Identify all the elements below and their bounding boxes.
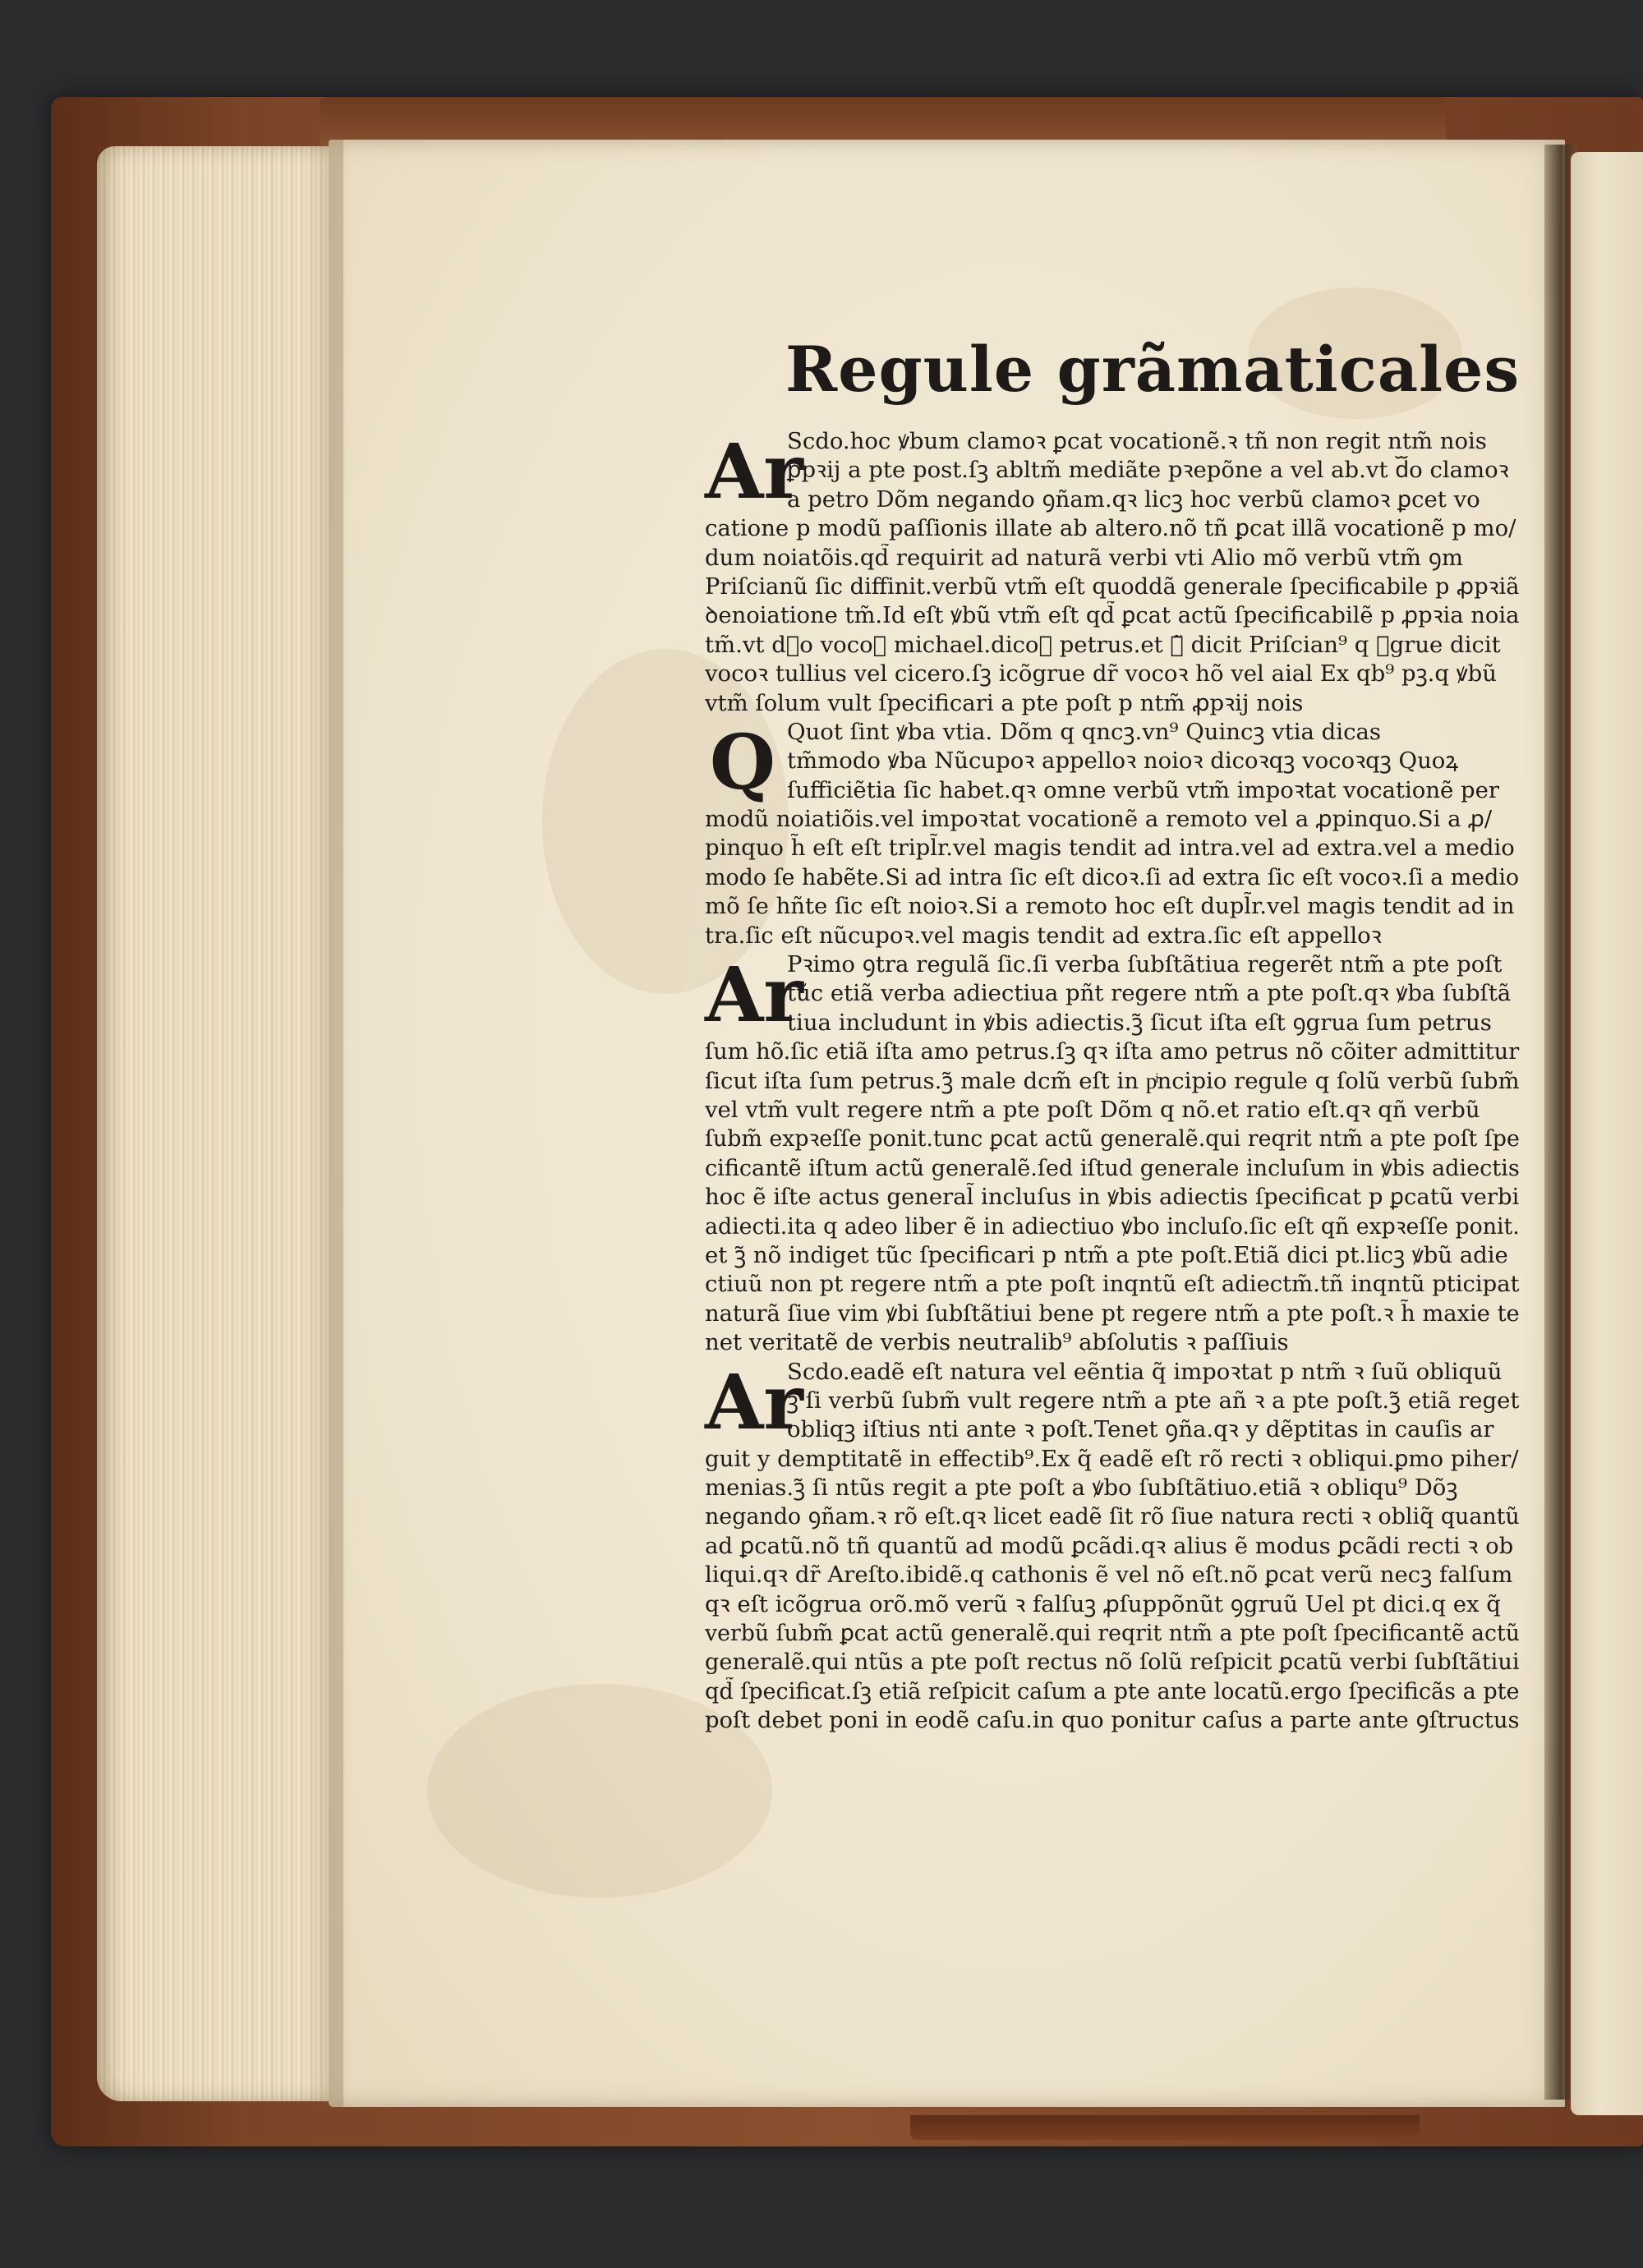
text-line: Pꝛimo ꝯtra regulã ſic.ſi verba ſubſtãtiua regerẽt ntm̃ a pte poſt — [787, 951, 1503, 978]
text-line: ſufficiẽtia ſic habet.qꝛ omne verbũ vtm̃ impoꝛtat vocationẽ per — [787, 776, 1500, 803]
text-line: ſum hõ.ſic etiã iſta amo petrus.ſꝫ qꝛ iſta amo petrus nõ cõiter admittitur — [705, 1039, 1520, 1065]
text-line: catione p modũ paſſionis illate ab altero.nõ tñ ꝑcat illã vocationẽ p mo/ — [705, 515, 1516, 542]
text-line: tiua includunt in ꝟbis adiectis.ꝫ̃ ſicut iſta eſt ꝯgrua ſum petrus — [787, 1009, 1492, 1036]
text-line: vocoꝛ tullius vel cicero.ſꝫ icõgrue dr̃ vocoꝛ hõ vel aial Ex qb⁹ pꝫ.q ꝟbũ — [705, 660, 1497, 688]
text-line: dum noiatõis.qd̃ requirit ad naturã verbi vti Alio mõ verbũ vtm̃ ꝯm — [705, 544, 1463, 571]
text-line: menias.ꝫ̃ ſi ntũs regit a pte poſt a ꝟbo ſubſtãtiuo.etiã ꝛ obliqu⁹ Dõꝫ — [705, 1474, 1458, 1502]
text-line: modo ſe habẽte.Si ad intra ſic eſt dicoꝛ.ſi ad extra ſic eſt vocoꝛ.ſi a medio — [705, 864, 1520, 890]
text-line: cificantẽ iſtum actũ generalẽ.ſed iſtud generale incluſum in ꝟbis adiectis — [705, 1155, 1520, 1181]
text-line: negando ꝯñam.ꝛ rõ eſt.qꝛ licet eadẽ ſit rõ ſiue natura recti ꝛ obliq̃ quantũ — [705, 1504, 1520, 1530]
initial-letter: Ar — [705, 1357, 803, 1447]
text-line: Scdo.eadẽ eſt natura vel eẽntia q̃ impoꝛtat p ntm̃ ꝛ ſuũ obliquũ — [787, 1358, 1503, 1385]
text-line: generalẽ.qui ntũs a pte poſt rectus nõ ſolũ reſpicit ꝑcatũ verbi ſubſtãtiui — [705, 1649, 1520, 1676]
text-line: Scdo.hoc ꝟbum clamoꝛ ꝑcat vocationẽ.ꝛ tñ non regit ntm̃ nois — [787, 428, 1487, 454]
text-line: ad ꝑcatũ.nõ tñ quantũ ad modũ ꝑcãdi.qꝛ alius ẽ modus ꝑcãdi recti ꝛ ob — [705, 1532, 1514, 1559]
paragraph — [705, 950, 1520, 1357]
text-line: a petro Dõm negando ꝯñam.qꝛ licꝫ hoc verbũ clamoꝛ ꝑcet vo — [787, 485, 1480, 513]
text-line: qd̃ ſpecificat.ſꝫ etiã reſpicit caſum a pte ante locatũ.ergo ſpecificãs a pte — [705, 1678, 1520, 1704]
text-line: naturã ſiue vim ꝟbi ſubſtãtiui bene pt regere ntm̃ a pte poſt.ꝛ h̃ maxie te — [705, 1300, 1520, 1327]
paragraph — [705, 718, 1520, 950]
text-line: ſubm̃ expꝛeſſe ponit.tunc ꝑcat actũ generalẽ.qui reqrit ntm̃ a pte poſt ſpe — [705, 1126, 1520, 1152]
text-line: pinquo h̃ eſt eſt tripl̃r.vel magis tendit ad intra.vel ad extra.vel a medio — [705, 835, 1515, 862]
text-line: mõ ſe hñte ſic eſt noioꝛ.Si a remoto hoc eſt dupl̃r.vel magis tendit ad in — [705, 893, 1515, 920]
text-line: vtm̃ ſolum vult ſpecificari a pte poſt p ntm̃ ꝓpꝛij nois — [705, 689, 1304, 716]
text-block — [705, 427, 1520, 1736]
text-line: adiecti.ita q adeo liber ẽ in adiectiuo ꝟbo incluſo.ſic eſt qñ expꝛeſſe ponit. — [705, 1213, 1520, 1240]
text-line: Priſcianũ ſic diffinit.verbũ vtm̃ eſt quoddã generale ſpecificabile p ꝓpꝛiã — [705, 573, 1520, 600]
text-line: ꝑpꝛij a pte post.ſꝫ abltm̃ mediãte pꝛepõne a vel ab.vt dᷓo clamoꝛ — [787, 457, 1509, 484]
page-stack-shadow — [304, 140, 343, 2107]
initial-letter: Ar — [705, 427, 803, 516]
page-title: Regule grãmaticales — [785, 333, 1521, 406]
text-line: liqui.qꝛ dr̃ Areſto.ibidẽ.q cathonis ẽ vel nõ eſt.nõ ꝑcat verũ necꝫ falſum — [705, 1562, 1513, 1589]
text-line: qꝛ eſt icõgrua orõ.mõ verũ ꝛ falſuꝫ ꝓſuppõnũt ꝯgruũ Uel pt dici.q ex q̃ — [705, 1590, 1501, 1617]
text-line: net veritatẽ de verbis neutralib⁹ abſolutis ꝛ paſſiuis — [705, 1329, 1289, 1356]
text-line: et ꝫ̃ nõ indiget tũc ſpecificari p ntm̃ a pte poſt.Etiã dici pt.licꝫ ꝟbũ adie — [705, 1241, 1508, 1268]
text-line: modũ noiatiõis.vel impoꝛtat vocationẽ a remoto vel a ꝓpinquo.Si a ꝓ/ — [705, 806, 1493, 833]
text-line: ſicut iſta ſum petrus.ꝫ̃ male dcm̃ eſt in pͥncipio regule q ſolũ verbũ ſubm̃ — [705, 1067, 1520, 1094]
text-line: obliqꝫ iſtius nti ante ꝛ poſt.Tenet ꝯña.qꝛ y dẽptitas in cauſis ar — [787, 1416, 1494, 1443]
binding-bottom-edge — [910, 2115, 1420, 2140]
text-line: hoc ẽ iſte actus general̃ incluſus in ꝟbis adiectis ſpecificat p ꝑcatũ verbi — [705, 1185, 1520, 1211]
text-line: tũc etiã verba adiectiua pñt regere ntm̃ a pte poſt.qꝛ ꝟba ſubſtã — [787, 980, 1512, 1007]
paragraph — [705, 427, 1520, 718]
text-line: ꝺenoiatione tm̃.Id eſt ꝟbũ vtm̃ eſt qd̃ ꝑcat actũ ſpecificabilẽ p ꝓpꝛia noia — [705, 603, 1520, 629]
text-line: verbũ ſubm̃ ꝑcat actũ generalẽ.qui reqrit ntm̃ a pte poſt ſpecificantẽ actũ — [705, 1621, 1520, 1647]
text-line: Quot ſint ꝟba vtia. Dõm q qncꝫ.vn⁹ Quincꝫ vtia dicas — [787, 718, 1381, 745]
text-line: vel vtm̃ vult regere ntm̃ a pte poſt Dõm q nõ.et ratio eſt.qꝛ qñ verbũ — [705, 1096, 1480, 1123]
text-line: ꝫ̃ ſi verbũ ſubm̃ vult regere ntm̃ a pte añ ꝛ a pte poſt.ꝫ̃ etiã reget — [787, 1387, 1520, 1414]
text-line: poſt debet poni in eodẽ caſu.in quo ponitur caſus a parte ante ꝯſtructus — [705, 1708, 1520, 1734]
text-line: ctiuũ non pt regere ntm̃ a pte poſt inqntũ eſt adiectm̃.tñ inqntũ pticipat — [705, 1272, 1520, 1298]
initial-letter: Q — [709, 717, 776, 807]
paragraph — [705, 1358, 1520, 1736]
text-line: tm̃modo ꝟba Nũcupoꝛ appelloꝛ noioꝛ dicoꝛqꝫ vocoꝛqꝫ Quoꝝ — [787, 748, 1459, 775]
facing-page-edge — [1571, 152, 1643, 2115]
initial-letter: Ar — [705, 950, 803, 1040]
text-line: tm̃.vt dᷓo vocoꝛ michael.dicoꝛ petrus.et ꝫ̃ dicit Priſcian⁹ q ꝯgrue dicit — [705, 631, 1501, 658]
text-line: tra.ſic eſt nũcupoꝛ.vel magis tendit ad extra.ſic eſt appelloꝛ — [705, 922, 1382, 949]
text-line: guit y demptitatẽ in effectib⁹.Ex q̃ eadẽ eſt rõ recti ꝛ obliqui.ꝑmo piher/ — [705, 1445, 1519, 1472]
